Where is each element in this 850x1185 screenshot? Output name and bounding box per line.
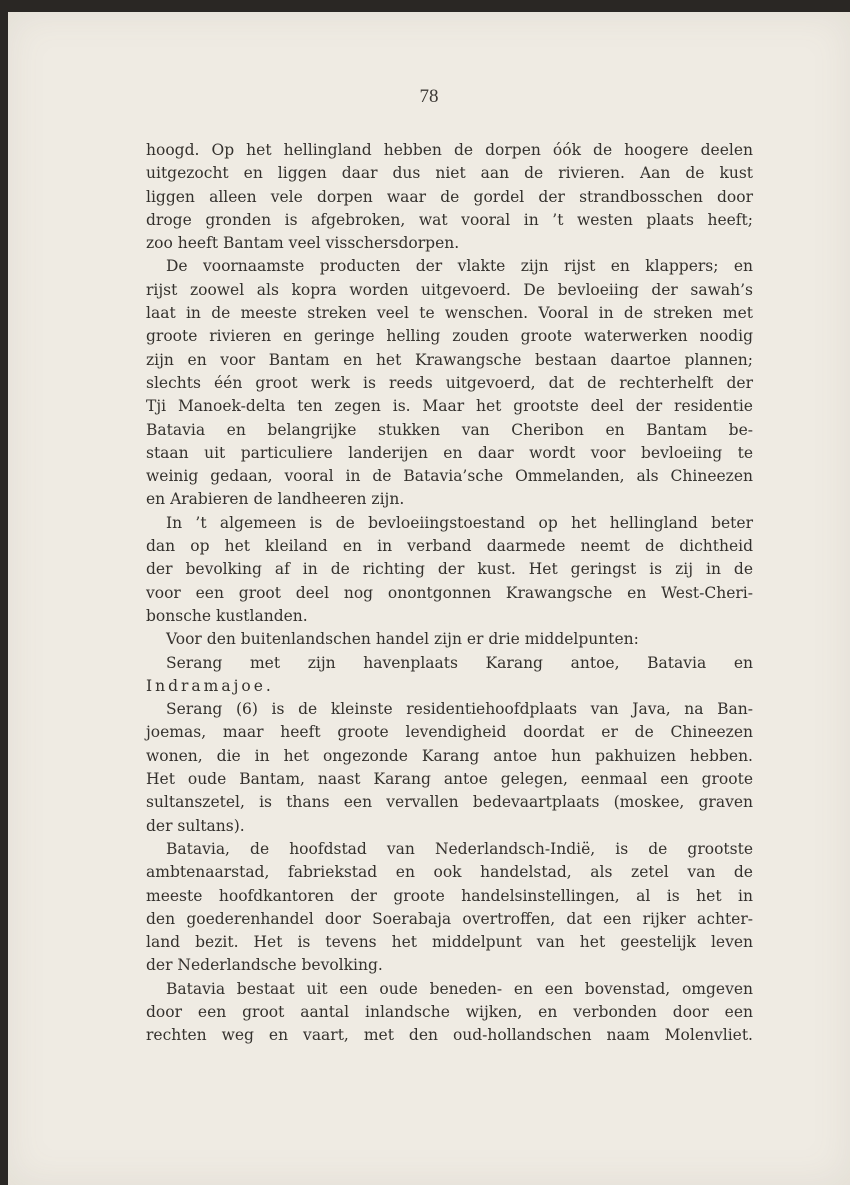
text-line: Batavia, de hoofdstad van Nederlandsch-Indië, is de grootste bbox=[166, 839, 753, 858]
text-line: der bevolking af in de richting der kust. Het geringst is zij in de bbox=[146, 560, 753, 579]
text-line: meeste hoofdkantoren der groote handelsinstellingen, al is het in bbox=[146, 886, 753, 905]
text-line: laat in de meeste streken veel te wenschen. Vooral in de streken met bbox=[146, 304, 753, 323]
text-line: joemas, maar heeft groote levendigheid doordat er de Chineezen bbox=[146, 723, 753, 742]
text-line: zijn en voor Bantam en het Krawangsche bestaan daartoe plannen; bbox=[146, 350, 753, 369]
text-line: sultanszetel, is thans een vervallen bedevaartplaats (moskee, graven bbox=[146, 793, 753, 812]
text-line: slechts één groot werk is reeds uitgevoerd, dat de rechterhelft der bbox=[146, 373, 753, 392]
text-line: Het oude Bantam, naast Karang antoe gelegen, eenmaal een groote bbox=[146, 770, 753, 789]
text-line: De voornaamste producten der vlakte zijn rijst en klappers; en bbox=[166, 257, 753, 276]
text-line: uitgezocht en liggen daar dus niet aan de rivieren. Aan de kust bbox=[146, 164, 753, 183]
text-line: land bezit. Het is tevens het middelpunt van het geestelijk leven bbox=[146, 933, 753, 952]
text-line: liggen alleen vele dorpen waar de gordel der strandbosschen door bbox=[146, 187, 753, 206]
text-line: rijst zoowel als kopra worden uitgevoerd. De bevloeiing der sawah’s bbox=[146, 280, 753, 299]
text-line: den goederenhandel door Soerabaja overtroffen, dat een rijker achter- bbox=[146, 909, 753, 928]
text-line: zoo heeft Bantam veel visschersdorpen. bbox=[146, 234, 460, 253]
book-page bbox=[8, 12, 850, 1185]
page-number: 78 bbox=[419, 86, 439, 107]
text-line: weinig gedaan, vooral in de Batavia’sche Ommelanden, als Chineezen bbox=[146, 467, 753, 486]
text-line: door een groot aantal inlandsche wijken, en verbonden door een bbox=[146, 1002, 753, 1021]
text-line: dan op het kleiland en in verband daarmede neemt de dichtheid bbox=[146, 537, 753, 556]
text-line: der Nederlandsche bevolking. bbox=[146, 956, 383, 975]
text-line: wonen, die in het ongezonde Karang antoe hun pakhuizen hebben. bbox=[146, 746, 753, 765]
text-line: Indramajoe. bbox=[146, 676, 274, 695]
text-line: bonsche kustlanden. bbox=[146, 606, 308, 625]
text-line: Tji Manoek-delta ten zegen is. Maar het grootste deel der residentie bbox=[146, 397, 753, 416]
text-line: hoogd. Op het hellingland hebben de dorpen óók de hoogere deelen bbox=[146, 141, 753, 159]
text-line: en Arabieren de landheeren zijn. bbox=[146, 490, 405, 509]
text-line: Serang (6) is de kleinste residentiehoofdplaats van Java, na Ban- bbox=[166, 700, 753, 719]
text-line: Voor den buitenlandschen handel zijn er drie middelpunten: bbox=[166, 630, 639, 649]
text-line: groote rivieren en geringe helling zouden groote waterwerken noodig bbox=[146, 327, 753, 346]
text-line: ambtenaarstad, fabriekstad en ook handelstad, als zetel van de bbox=[146, 863, 753, 882]
body-text bbox=[146, 139, 753, 1048]
text-line: voor een groot deel nog onontgonnen Krawangsche en West-Cheri- bbox=[146, 583, 753, 602]
text-line: In ’t algemeen is de bevloeiingstoestand op het hellingland beter bbox=[166, 513, 753, 532]
text-line: der sultans). bbox=[146, 816, 245, 835]
text-line: Batavia bestaat uit een oude beneden- en een bovenstad, omgeven bbox=[166, 979, 753, 998]
text-line: staan uit particuliere landerijen en daar wordt voor bevloeiing te bbox=[146, 443, 753, 462]
text-line: droge gronden is afgebroken, wat vooral in ’t westen plaats heeft; bbox=[146, 210, 753, 229]
text-line: rechten weg en vaart, met den oud-hollandschen naam Molenvliet. bbox=[146, 1026, 753, 1045]
text-line: Batavia en belangrijke stukken van Cheribon en Bantam be- bbox=[146, 420, 753, 439]
text-line: Serang met zijn havenplaats Karang antoe, Batavia en bbox=[166, 653, 753, 672]
